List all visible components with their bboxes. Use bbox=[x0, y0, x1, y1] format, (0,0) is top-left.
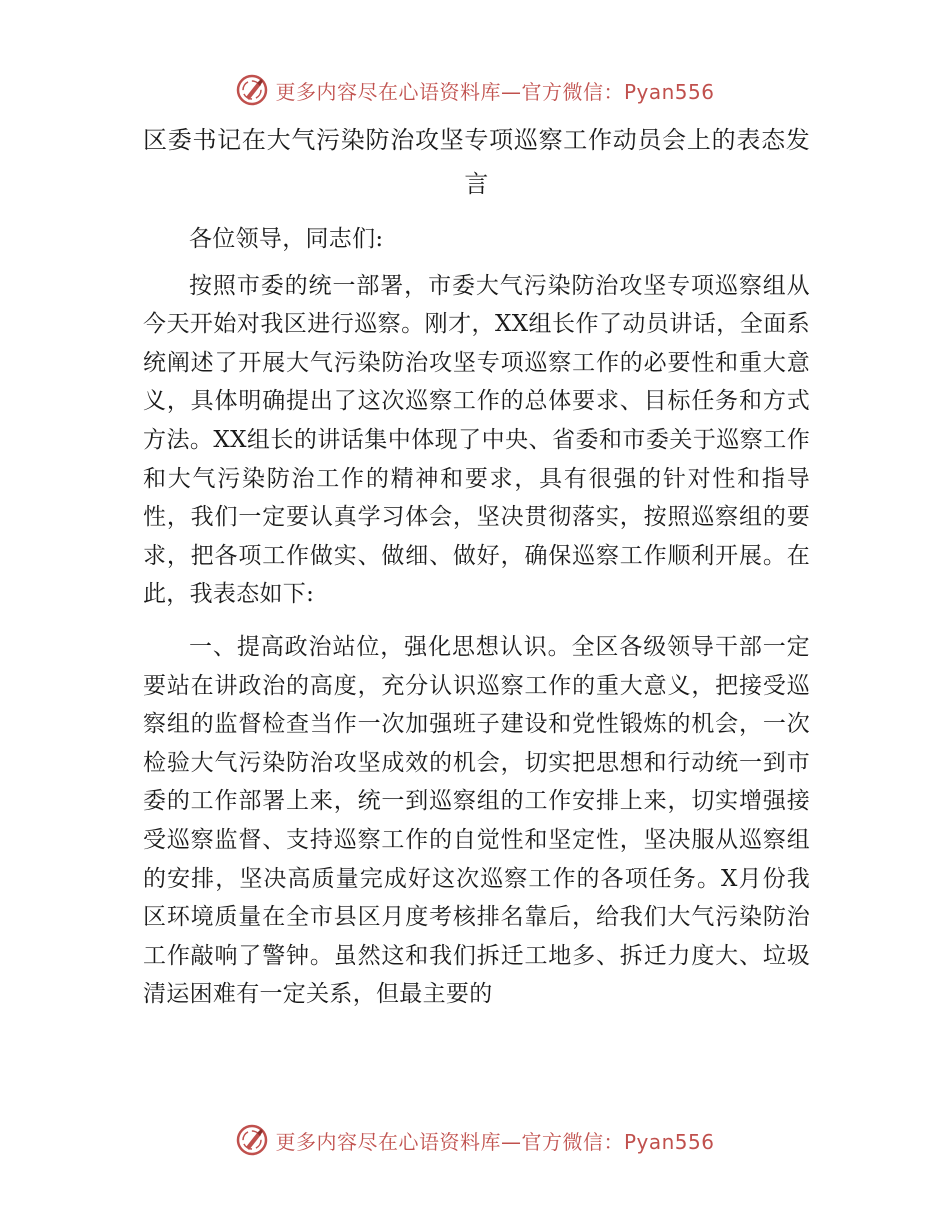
watermark-footer bbox=[0, 1120, 950, 1160]
watermark-header bbox=[0, 70, 950, 110]
paragraph: 按照市委的统一部署，市委大气污染防治攻坚专项巡察组从今天开始对我区进行巡察。刚才，XX组长作了动员讲话，全面系统阐述了开展大气污染防治攻坚专项巡察工作的必要性和重大意义，具体明确提出了这次巡察工作的总体要求、目标任务和方式方法。XX组长的讲话集中体现了中央、省委和市委关于巡察工作和大气污染防治工作的精神和要求，具有很强的针对性和指导性，我们一定要认真学习体会，坚决贯彻落实，按照巡察组的要求，把各项工作做实、做细、做好，确保巡察工作顺利开展。在此，我表态如下: bbox=[143, 272, 810, 608]
watermark-text: 更多内容尽在心语资料库—官方微信：Pyan556 bbox=[275, 1129, 715, 1154]
document-title: 区委书记在大气污染防治攻坚专项巡察工作动员会上的表态发言 bbox=[143, 126, 810, 198]
salutation: 各位领导，同志们: bbox=[189, 226, 384, 252]
paragraph: 一、提高政治站位，强化思想认识。全区各级领导干部一定要站在讲政治的高度，充分认识巡察工作的重大意义，把接受巡察组的监督检查当作一次加强班子建设和党性锻炼的机会，一次检验大气污染防治攻坚成效的机会，切实把思想和行动统一到市委的工作部署上来，统一到巡察组的工作安排上来，切实增强接受巡察监督、支持巡察工作的自觉性和坚定性，坚决服从巡察组的安排，坚决高质量完成好这次巡察工作的各项任务。X月份我区环境质量在全市县区月度考核排名靠后，给我们大气污染防治工作敲响了警钟。虽然这和我们拆迁工地多、拆迁力度大、垃圾清运困难有一定关系，但最主要的 bbox=[143, 633, 810, 1008]
pen-nib-logo-icon bbox=[235, 73, 269, 107]
document-body bbox=[143, 118, 810, 1014]
pen-nib-logo-icon bbox=[235, 1123, 269, 1157]
watermark-text: 更多内容尽在心语资料库—官方微信：Pyan556 bbox=[275, 79, 715, 104]
